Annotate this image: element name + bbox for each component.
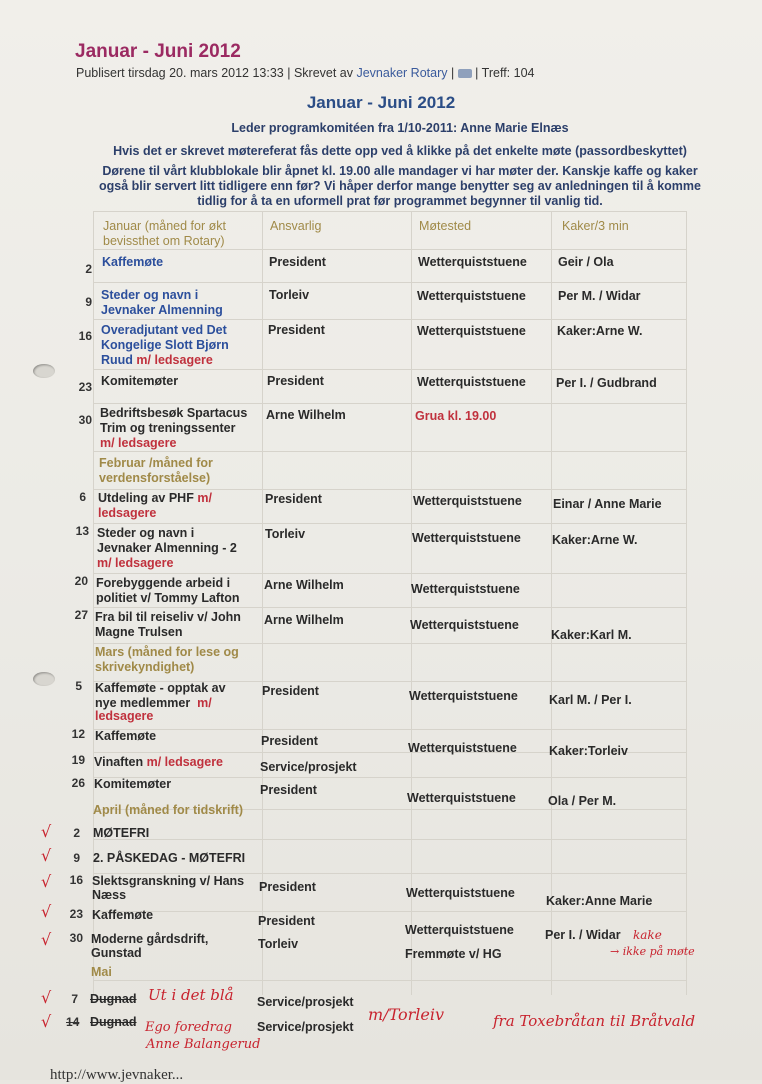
row-date: 23 bbox=[78, 380, 92, 394]
check-mark: √ bbox=[41, 902, 52, 921]
responsible: President bbox=[267, 374, 324, 388]
cakes: Kaker:Anne Marie bbox=[546, 894, 653, 908]
companion-label: m/ ledsagere bbox=[97, 556, 174, 570]
info-line-1: Dørene til vårt klubblokale blir åpnet kl. 19.00 alle mandager vi har møter der. Kanskje kaffe og kaker bbox=[102, 164, 698, 178]
handwritten-with-torleiv: m/Torleiv bbox=[368, 1005, 445, 1024]
responsible: Service/prosjekt bbox=[257, 995, 354, 1009]
row-date: 20 bbox=[74, 574, 88, 588]
info-line-2: også blir servert litt tidligere enn før? Vi håper derfor mange benytter seg av anledningen til å komme bbox=[98, 179, 701, 193]
month-heading-april: April (måned for tidskrift) bbox=[93, 803, 244, 817]
handwritten-route: fra Toxebråtan til Bråtvald bbox=[493, 1012, 696, 1030]
meta-text: Publisert tirsdag 20. mars 2012 13:33 | Skrevet av bbox=[76, 66, 357, 80]
meeting-topic-line: Magne Trulsen bbox=[95, 625, 183, 639]
meeting-topic-line: politiet v/ Tommy Lafton bbox=[96, 591, 240, 605]
venue: Wetterquiststuene bbox=[417, 375, 526, 389]
responsible: President bbox=[265, 492, 322, 506]
cakes: Per M. / Widar bbox=[558, 289, 641, 303]
handwritten-name: Anne Balangerud bbox=[146, 1037, 261, 1052]
responsible: Arne Wilhelm bbox=[266, 408, 346, 422]
handwritten-not-at-meeting: → ikke på møte bbox=[610, 945, 695, 958]
cakes: Karl M. / Per I. bbox=[549, 693, 632, 707]
responsible: President bbox=[258, 914, 315, 928]
responsible: President bbox=[268, 323, 325, 337]
responsible: Torleiv bbox=[269, 288, 310, 302]
venue: Fremmøte v/ HG bbox=[405, 947, 502, 961]
cakes: Geir / Ola bbox=[558, 255, 614, 269]
check-mark: √ bbox=[41, 872, 52, 891]
check-mark: √ bbox=[41, 846, 52, 865]
punch-hole bbox=[33, 364, 55, 378]
meeting-topic-line: Næss bbox=[92, 888, 127, 902]
cakes: Kaker:Torleiv bbox=[549, 744, 628, 758]
responsible: Torleiv bbox=[258, 937, 299, 951]
venue: Wetterquiststuene bbox=[417, 289, 526, 303]
meeting-link-line[interactable]: Jevnaker Almenning bbox=[101, 303, 223, 317]
month-heading-march: Mars (måned for lese og bbox=[95, 645, 239, 659]
venue: Grua kl. 19.00 bbox=[415, 409, 497, 423]
month-heading-may: Mai bbox=[91, 965, 112, 979]
venue: Wetterquiststuene bbox=[410, 618, 519, 632]
meeting-topic: MØTEFRI bbox=[93, 826, 150, 840]
month-heading-february-2: verdensforståelse) bbox=[99, 471, 211, 485]
handwritten-destination: Ut i det blå bbox=[148, 986, 234, 1004]
row-date: 6 bbox=[79, 490, 86, 504]
meeting-topic-text: Vinaften bbox=[94, 755, 144, 769]
check-mark: √ bbox=[41, 822, 52, 841]
header-responsible: Ansvarlig bbox=[270, 219, 322, 233]
header-month: Januar (måned for økt bbox=[103, 219, 226, 233]
companion-label: m/ ledsagere bbox=[146, 755, 224, 769]
meeting-topic: Fra bil til reiseliv v/ John bbox=[95, 610, 241, 624]
meeting-topic bbox=[94, 755, 223, 770]
meeting-link-line[interactable]: Ruud bbox=[101, 353, 133, 367]
venue: Wetterquiststuene bbox=[409, 689, 518, 703]
minutes-note: Hvis det er skrevet møtereferat fås dette opp ved å klikke på det enkelte møte (passordbeskyttet) bbox=[113, 144, 687, 158]
meeting-topic: Dugnad bbox=[90, 992, 137, 1006]
row-date: 2 bbox=[85, 262, 92, 276]
meeting-topic-line: Trim og treningssenter bbox=[100, 421, 236, 435]
venue: Wetterquiststuene bbox=[418, 255, 527, 269]
row-date: 13 bbox=[75, 524, 89, 538]
venue: Wetterquiststuene bbox=[417, 324, 526, 338]
meeting-link-line[interactable]: Kongelige Slott Bjørn bbox=[101, 338, 229, 352]
page-url: http://www.jevnaker... bbox=[50, 1067, 184, 1083]
meeting-topic-text: nye medlemmer bbox=[95, 696, 191, 710]
cakes: Kaker:Karl M. bbox=[551, 628, 632, 642]
meeting-topic: Komitemøter bbox=[101, 374, 179, 388]
meeting-topic-text: Utdeling av PHF bbox=[98, 491, 194, 505]
meeting-topic-line: nye medlemmer m/ bbox=[95, 696, 212, 710]
venue: Wetterquiststuene bbox=[408, 741, 517, 755]
hits-text: | Treff: 104 bbox=[471, 66, 535, 80]
meeting-topic: Bedriftsbesøk Spartacus bbox=[100, 406, 248, 420]
row-date: 30 bbox=[69, 931, 83, 945]
responsible: President bbox=[259, 880, 316, 894]
header-cakes: Kaker/3 min bbox=[562, 219, 629, 233]
info-line-3: tidlig for å ta en uformell prat før programmet begynner til vanlig tid. bbox=[197, 194, 603, 208]
check-mark: √ bbox=[41, 1012, 52, 1031]
cakes: Einar / Anne Marie bbox=[553, 497, 662, 511]
meeting-topic: Forebyggende arbeid i bbox=[96, 576, 231, 590]
row-date bbox=[66, 1015, 88, 1029]
responsible: Service/prosjekt bbox=[260, 760, 357, 774]
article-meta: Publisert tirsdag 20. mars 2012 13:33 | Skrevet av Jevnaker Rotary | | Treff: 104 bbox=[76, 66, 535, 80]
meeting-topic: Dugnad bbox=[90, 1015, 137, 1029]
meeting-topic: Moderne gårdsdrift, bbox=[91, 932, 209, 946]
check-mark: √ bbox=[41, 988, 52, 1007]
row-date: 9 bbox=[73, 851, 80, 865]
row-date: 16 bbox=[69, 873, 83, 887]
row-date: 23 bbox=[69, 907, 83, 921]
venue: Wetterquiststuene bbox=[407, 791, 516, 805]
responsible: President bbox=[260, 783, 317, 797]
meeting-link[interactable]: Overadjutant ved Det bbox=[101, 323, 227, 337]
venue: Wetterquiststuene bbox=[413, 494, 522, 508]
responsible: Arne Wilhelm bbox=[264, 578, 344, 592]
row-date-text: 14 bbox=[66, 1015, 80, 1029]
page-heading: Januar - Juni 2012 bbox=[306, 93, 456, 112]
meeting-link-line bbox=[101, 353, 213, 368]
check-mark: √ bbox=[41, 930, 52, 949]
month-heading-march-2: skrivekyndighet) bbox=[95, 660, 195, 674]
print-icon[interactable] bbox=[458, 69, 472, 78]
responsible: President bbox=[261, 734, 318, 748]
companion-label: m/ ledsagere bbox=[136, 353, 213, 367]
handwritten-ego-lecture: Ego foredrag bbox=[145, 1020, 232, 1035]
row-date: 2 bbox=[73, 826, 80, 840]
handwritten-cake-note: kake bbox=[633, 928, 662, 942]
companion-label: m/ ledsagere bbox=[100, 436, 177, 450]
leader-line: Leder programkomitéen fra 1/10-2011: Anne Marie Elnæs bbox=[231, 121, 569, 135]
meeting-topic: Komitemøter bbox=[94, 777, 172, 791]
cakes: Kaker:Arne W. bbox=[552, 533, 638, 547]
meeting-link[interactable]: Steder og navn i bbox=[101, 288, 199, 302]
meeting-topic: Utdeling av PHF m/ bbox=[98, 491, 212, 505]
row-date: 12 bbox=[71, 727, 85, 741]
article-title[interactable]: Januar - Juni 2012 bbox=[75, 41, 241, 62]
punch-hole bbox=[33, 672, 55, 686]
venue: Wetterquiststuene bbox=[412, 531, 521, 545]
responsible: President bbox=[269, 255, 326, 269]
cakes: Ola / Per M. bbox=[548, 794, 617, 808]
row-date: 27 bbox=[74, 608, 88, 622]
venue: Wetterquiststuene bbox=[411, 582, 520, 596]
responsible: Arne Wilhelm bbox=[264, 613, 344, 627]
venue: Wetterquiststuene bbox=[405, 923, 514, 937]
companion-label: ledsagere bbox=[95, 709, 154, 723]
responsible: Service/prosjekt bbox=[257, 1020, 354, 1034]
author-link[interactable]: Jevnaker Rotary bbox=[356, 66, 448, 80]
cakes: Per I. / Gudbrand bbox=[556, 376, 657, 390]
meeting-topic: 2. PÅSKEDAG - MØTEFRI bbox=[93, 851, 246, 865]
cakes: Per I. / Widar bbox=[545, 928, 621, 942]
responsible: President bbox=[262, 684, 319, 698]
meeting-topic: Kaffemøte bbox=[92, 908, 154, 922]
meeting-link[interactable]: Kaffemøte bbox=[102, 255, 164, 269]
header-month-2: bevissthet om Rotary) bbox=[103, 234, 225, 248]
header-venue: Møtested bbox=[419, 219, 472, 233]
companion-label: ledsagere bbox=[98, 506, 157, 520]
meeting-topic-line: Gunstad bbox=[91, 946, 142, 960]
meeting-topic-line: Jevnaker Almenning - 2 bbox=[97, 541, 237, 555]
meeting-topic: Steder og navn i bbox=[97, 526, 195, 540]
meeting-topic: Kaffemøte - opptak av bbox=[95, 681, 226, 695]
month-heading-february: Februar /måned for bbox=[99, 456, 213, 470]
row-date: 5 bbox=[75, 679, 82, 693]
row-date: 9 bbox=[85, 295, 92, 309]
responsible: Torleiv bbox=[265, 527, 306, 541]
venue: Wetterquiststuene bbox=[406, 886, 515, 900]
row-date: 26 bbox=[71, 776, 85, 790]
row-date: 30 bbox=[78, 413, 92, 427]
meeting-topic: Slektsgranskning v/ Hans bbox=[92, 874, 245, 888]
row-date: 7 bbox=[71, 992, 78, 1006]
row-date: 19 bbox=[71, 753, 85, 767]
row-date: 16 bbox=[78, 329, 92, 343]
cakes: Kaker:Arne W. bbox=[557, 324, 643, 338]
meeting-topic: Kaffemøte bbox=[95, 729, 157, 743]
